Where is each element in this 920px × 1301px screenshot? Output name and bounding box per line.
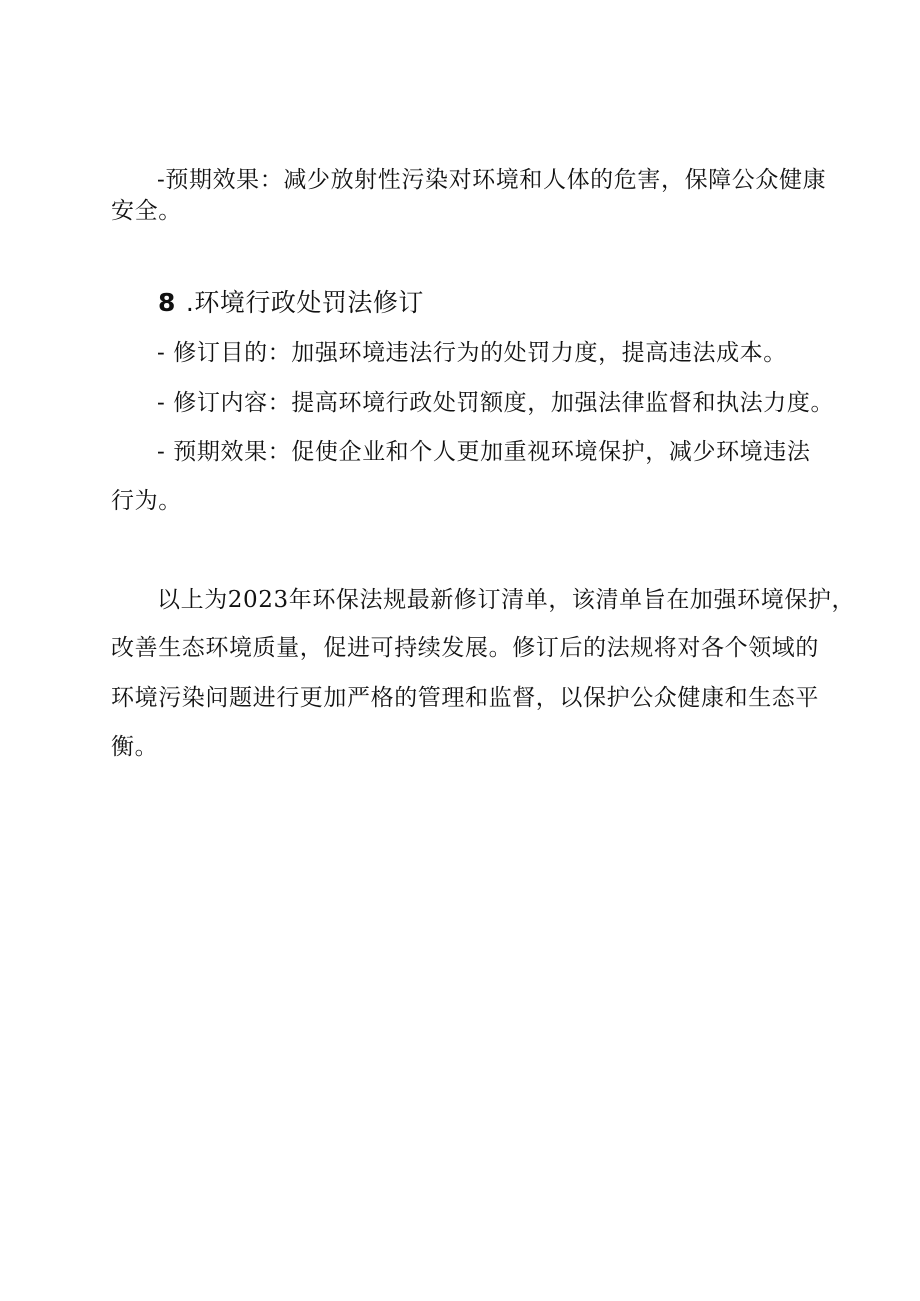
section-8-content: - 修订内容：提高环境行政处罚额度，加强法律监督和执法力度。 bbox=[157, 390, 835, 416]
conclusion-line-1: 以上为2023年环保法规最新修订清单，该清单旨在加强环境保护， bbox=[157, 587, 856, 613]
section-8-purpose: - 修订目的：加强环境违法行为的处罚力度，提高违法成本。 bbox=[157, 340, 787, 366]
conclusion-line-3: 环境污染问题进行更加严格的管理和监督，以保护公众健康和生态平 bbox=[111, 685, 819, 711]
section-8-number: 8 bbox=[158, 288, 176, 317]
conclusion-line-2: 改善生态环境质量，促进可持续发展。修订后的法规将对各个领域的 bbox=[111, 635, 819, 661]
section-8-effect-line-2: 行为。 bbox=[111, 488, 182, 514]
section-8-effect-line-1: - 预期效果：促使企业和个人更加重视环境保护，减少环境违法 bbox=[157, 439, 811, 465]
section-8-heading bbox=[158, 287, 424, 319]
section-8-title: .环境行政处罚法修订 bbox=[185, 288, 424, 317]
prev-effect-line-2: 安全。 bbox=[111, 198, 182, 224]
conclusion-line-4: 衡。 bbox=[111, 734, 159, 760]
prev-effect-line-1: -预期效果：减少放射性污染对环境和人体的危害，保障公众健康 bbox=[157, 167, 827, 193]
